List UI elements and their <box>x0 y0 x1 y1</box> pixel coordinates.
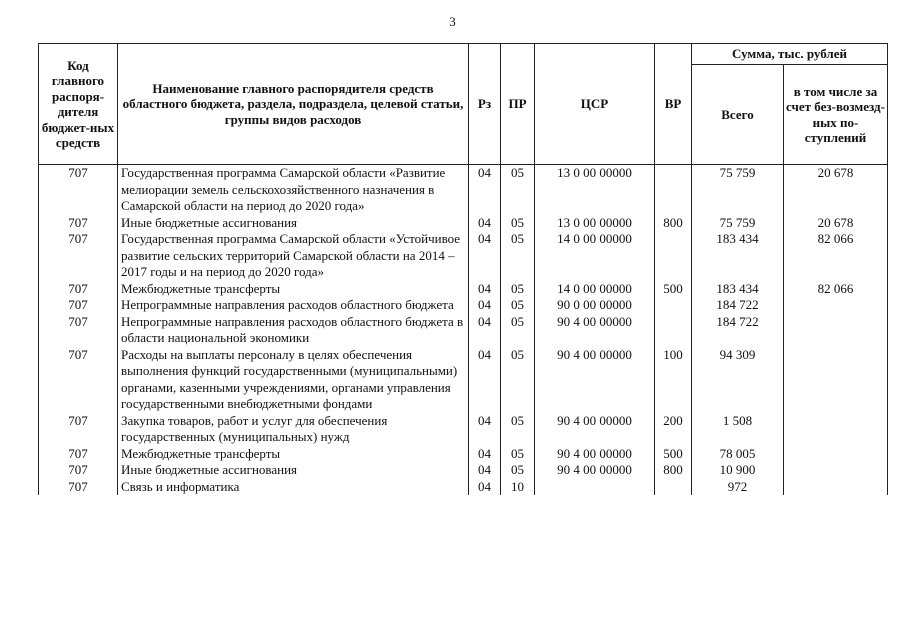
cell-pr: 10 <box>501 479 535 496</box>
cell-free: 20 678 <box>784 165 888 215</box>
cell-code: 707 <box>39 347 118 413</box>
cell-csr: 90 4 00 00000 <box>535 413 655 446</box>
cell-free <box>784 314 888 347</box>
cell-vr <box>655 231 692 281</box>
cell-vr: 800 <box>655 215 692 232</box>
cell-rz: 04 <box>469 231 501 281</box>
cell-name: Иные бюджетные ассигнования <box>118 462 469 479</box>
cell-total: 183 434 <box>692 231 784 281</box>
cell-total: 75 759 <box>692 165 784 215</box>
cell-code: 707 <box>39 297 118 314</box>
cell-rz: 04 <box>469 413 501 446</box>
header-code: Код главного распоря-дителя бюджет-ных средств <box>39 44 118 165</box>
cell-rz: 04 <box>469 215 501 232</box>
table-row <box>39 231 888 281</box>
cell-pr: 05 <box>501 297 535 314</box>
budget-table <box>38 43 888 495</box>
cell-csr <box>535 479 655 496</box>
cell-pr: 05 <box>501 281 535 298</box>
cell-code: 707 <box>39 314 118 347</box>
cell-rz: 04 <box>469 347 501 413</box>
header-total: Всего <box>692 65 784 165</box>
cell-vr: 500 <box>655 281 692 298</box>
cell-vr <box>655 297 692 314</box>
cell-code: 707 <box>39 281 118 298</box>
cell-vr <box>655 479 692 496</box>
cell-name: Связь и информатика <box>118 479 469 496</box>
cell-code: 707 <box>39 231 118 281</box>
cell-csr: 90 4 00 00000 <box>535 462 655 479</box>
header-vr: ВР <box>655 44 692 165</box>
cell-csr: 14 0 00 00000 <box>535 231 655 281</box>
table-row <box>39 462 888 479</box>
cell-name: Непрограммные направления расходов областного бюджета <box>118 297 469 314</box>
cell-total: 75 759 <box>692 215 784 232</box>
cell-name: Государственная программа Самарской области «Устойчивое развитие сельских территорий Самарской области на 2014 – 2017 годы и на период до 2020 года» <box>118 231 469 281</box>
header-sum: Сумма, тыс. рублей <box>692 44 888 65</box>
cell-vr <box>655 314 692 347</box>
header-name: Наименование главного распорядителя средств областного бюджета, раздела, подраздела, целевой статьи, группы видов расходов <box>118 44 469 165</box>
cell-name: Расходы на выплаты персоналу в целях обеспечения выполнения функций государственными (муниципальными) органами, казенными учреждениями, органами управления государственными внебюджетными фондами <box>118 347 469 413</box>
cell-vr: 100 <box>655 347 692 413</box>
cell-pr: 05 <box>501 462 535 479</box>
cell-name: Непрограммные направления расходов областного бюджета в области национальной экономики <box>118 314 469 347</box>
cell-rz: 04 <box>469 165 501 215</box>
cell-name: Государственная программа Самарской области «Развитие мелиорации земель сельскохозяйственного назначения в Самарской области на период до 2020 года» <box>118 165 469 215</box>
table-body <box>39 165 888 496</box>
cell-csr: 13 0 00 00000 <box>535 215 655 232</box>
cell-name: Закупка товаров, работ и услуг для обеспечения государственных (муниципальных) нужд <box>118 413 469 446</box>
cell-pr: 05 <box>501 347 535 413</box>
cell-code: 707 <box>39 446 118 463</box>
cell-csr: 90 4 00 00000 <box>535 314 655 347</box>
table-row <box>39 479 888 496</box>
cell-free <box>784 479 888 496</box>
cell-code: 707 <box>39 215 118 232</box>
cell-name: Межбюджетные трансферты <box>118 446 469 463</box>
page-number: 3 <box>449 14 456 29</box>
cell-pr: 05 <box>501 314 535 347</box>
cell-total: 94 309 <box>692 347 784 413</box>
cell-vr <box>655 165 692 215</box>
header-csr: ЦСР <box>535 44 655 165</box>
cell-pr: 05 <box>501 215 535 232</box>
header-pr: ПР <box>501 44 535 165</box>
cell-csr: 90 0 00 00000 <box>535 297 655 314</box>
cell-total: 10 900 <box>692 462 784 479</box>
cell-total: 1 508 <box>692 413 784 446</box>
cell-rz: 04 <box>469 479 501 496</box>
cell-rz: 04 <box>469 314 501 347</box>
cell-rz: 04 <box>469 297 501 314</box>
cell-pr: 05 <box>501 413 535 446</box>
cell-rz: 04 <box>469 281 501 298</box>
cell-csr: 90 4 00 00000 <box>535 347 655 413</box>
cell-free <box>784 347 888 413</box>
table-row <box>39 347 888 413</box>
cell-free <box>784 297 888 314</box>
cell-total: 183 434 <box>692 281 784 298</box>
table-row <box>39 215 888 232</box>
cell-code: 707 <box>39 462 118 479</box>
table-row <box>39 165 888 215</box>
cell-pr: 05 <box>501 165 535 215</box>
cell-free: 82 066 <box>784 231 888 281</box>
cell-pr: 05 <box>501 231 535 281</box>
cell-vr: 500 <box>655 446 692 463</box>
cell-total: 184 722 <box>692 314 784 347</box>
cell-free <box>784 413 888 446</box>
cell-csr: 90 4 00 00000 <box>535 446 655 463</box>
header-rz: Рз <box>469 44 501 165</box>
cell-total: 78 005 <box>692 446 784 463</box>
cell-pr: 05 <box>501 446 535 463</box>
table-row <box>39 281 888 298</box>
table-row <box>39 297 888 314</box>
cell-vr: 200 <box>655 413 692 446</box>
cell-name: Иные бюджетные ассигнования <box>118 215 469 232</box>
cell-code: 707 <box>39 413 118 446</box>
cell-free: 20 678 <box>784 215 888 232</box>
cell-csr: 14 0 00 00000 <box>535 281 655 298</box>
table-header <box>39 44 888 165</box>
table-row <box>39 446 888 463</box>
cell-rz: 04 <box>469 446 501 463</box>
cell-total: 184 722 <box>692 297 784 314</box>
header-free: в том числе за счет без-возмезд-ных по-ступлений <box>784 65 888 165</box>
cell-vr: 800 <box>655 462 692 479</box>
cell-name: Межбюджетные трансферты <box>118 281 469 298</box>
cell-total: 972 <box>692 479 784 496</box>
cell-code: 707 <box>39 165 118 215</box>
cell-free <box>784 446 888 463</box>
cell-code: 707 <box>39 479 118 496</box>
cell-free <box>784 462 888 479</box>
cell-free: 82 066 <box>784 281 888 298</box>
cell-csr: 13 0 00 00000 <box>535 165 655 215</box>
cell-rz: 04 <box>469 462 501 479</box>
table-row <box>39 413 888 446</box>
table-row <box>39 314 888 347</box>
